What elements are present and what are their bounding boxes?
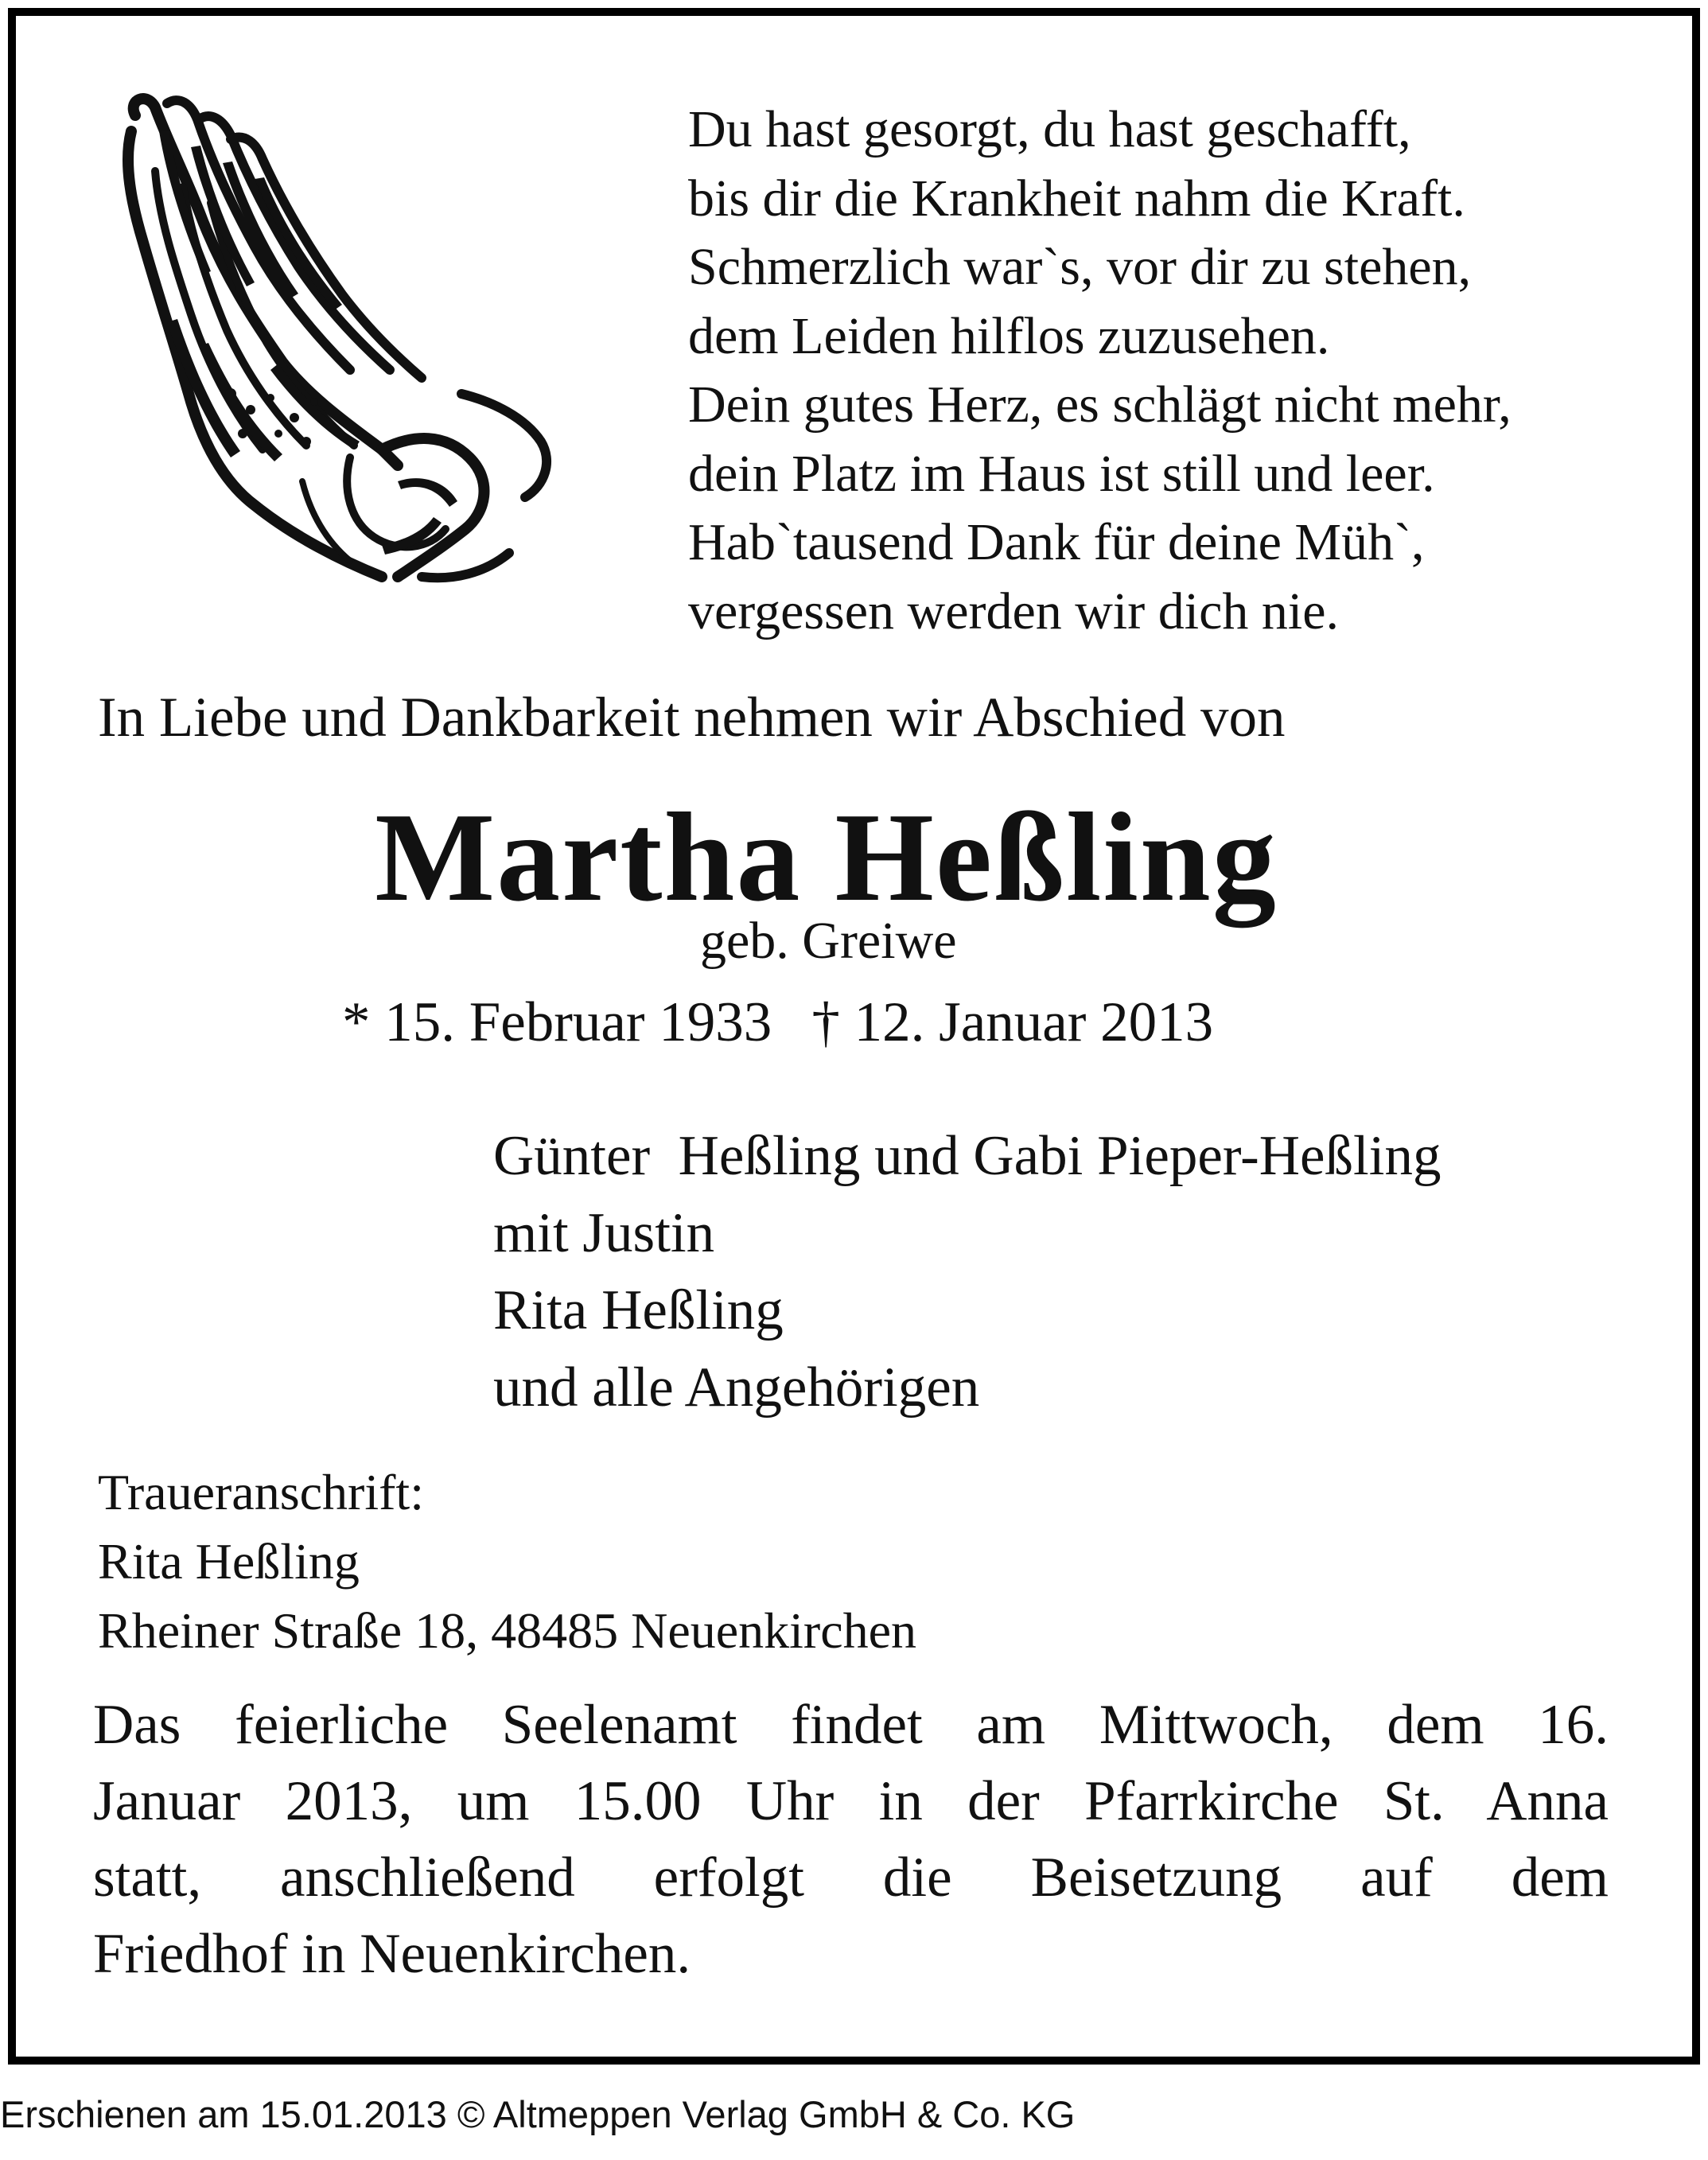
poem-line: dein Platz im Haus ist still und leer. [688, 444, 1435, 503]
mourning-address [98, 1458, 916, 1665]
life-dates [342, 990, 1213, 1055]
address-name: Rita Heßling [98, 1533, 360, 1590]
poem-line: Hab`tausend Dank für deine Müh`, [688, 513, 1425, 571]
poem-line: Schmerzlich war`s, vor dir zu stehen, [688, 238, 1472, 296]
farewell-intro: In Liebe und Dankbarkeit nehmen wir Abschied von [98, 687, 1286, 749]
death-date: † 12. Januar 2013 [811, 991, 1214, 1053]
publication-footer: Erschienen am 15.01.2013 © Altmeppen Verlag GmbH & Co. KG [0, 2093, 1076, 2135]
service-line: Januar 2013, um 15.00 Uhr in der Pfarrkirche St. Anna [93, 1770, 1609, 1832]
address-street: Rheiner Straße 18, 48485 Neuenkirchen [98, 1602, 917, 1659]
address-label: Traueranschrift: [98, 1464, 424, 1520]
mourner-line: Günter Heßling und Gabi Pieper-Heßling [493, 1125, 1441, 1187]
mourner-line: mit Justin [493, 1202, 715, 1264]
poem-line: Du hast gesorgt, du hast geschafft, [688, 100, 1411, 158]
poem [688, 95, 1512, 646]
service-line: statt, anschließend erfolgt die Beisetzung auf dem [93, 1847, 1609, 1909]
poem-line: vergessen werden wir dich nie. [688, 582, 1340, 640]
deceased-name: Martha Heßling [375, 786, 1278, 928]
mourner-line: Rita Heßling [493, 1279, 784, 1341]
praying-hands-icon [111, 84, 565, 601]
poem-line: bis dir die Krankheit nahm die Kraft. [688, 169, 1465, 228]
birth-date: * 15. Februar 1933 [342, 991, 772, 1053]
service-notice [93, 1687, 1609, 1992]
mourner-line: und alle Angehörigen [493, 1356, 980, 1419]
poem-line: dem Leiden hilflos zuzusehen. [688, 306, 1330, 365]
mourners [493, 1118, 1441, 1426]
service-line: Das feierliche Seelenamt findet am Mittwoch, dem 16. [93, 1694, 1609, 1756]
poem-line: Dein gutes Herz, es schlägt nicht mehr, [688, 376, 1512, 434]
maiden-name: geb. Greiwe [700, 912, 957, 970]
service-line: Friedhof in Neuenkirchen. [93, 1923, 691, 1985]
